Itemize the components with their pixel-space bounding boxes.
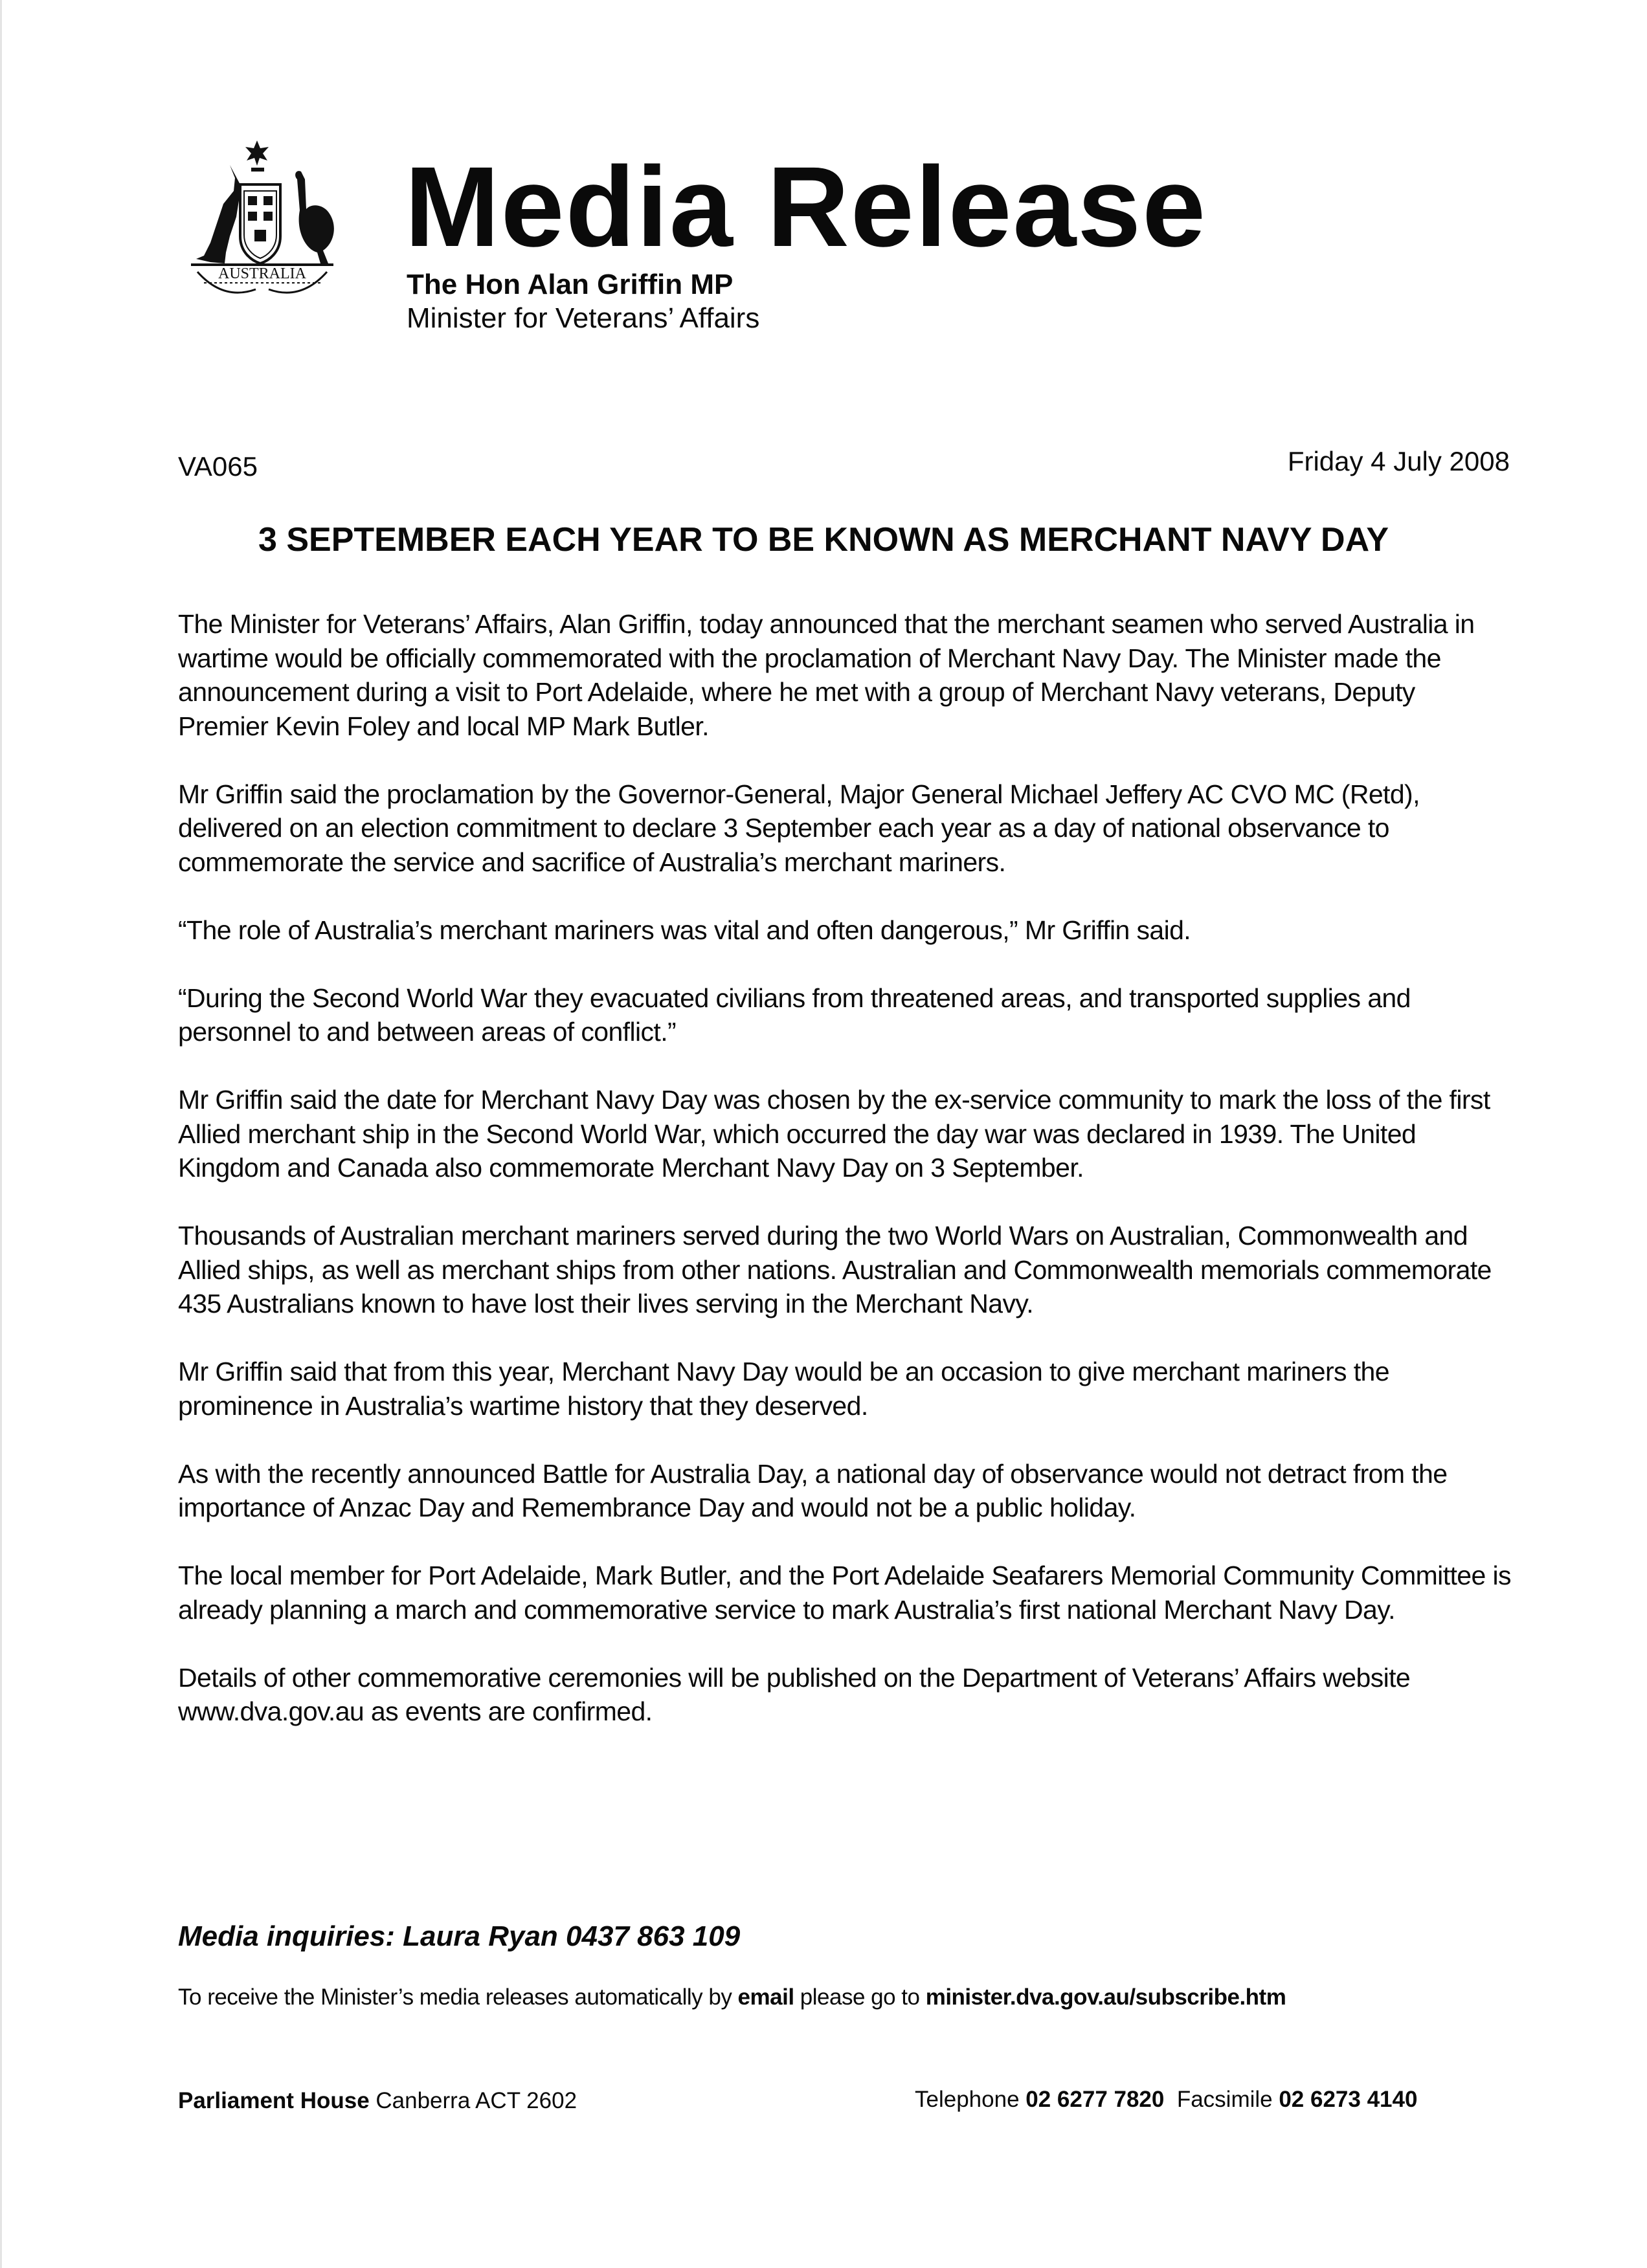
release-date: Friday 4 July 2008 [1287,446,1510,476]
footer-address [178,2089,577,2112]
subscribe-middle: please go to [794,1984,926,2010]
body-text [178,607,1512,1762]
address-bold: Parliament House [178,2088,370,2113]
subscribe-link[interactable]: minister.dva.gov.au/subscribe.htm [925,1984,1286,2010]
coat-of-arms-icon [185,139,392,301]
subscribe-notice [178,1986,1286,2008]
paragraph: “The role of Australia’s merchant mariners was vital and often dangerous,” Mr Griffin said. [178,915,1191,945]
headline: 3 SEPTEMBER EACH YEAR TO BE KNOWN AS MERCHANT NAVY DAY [258,521,1389,559]
page-title: Media Release [405,144,1207,271]
telephone-label: Telephone [915,2087,1026,2112]
subscribe-prefix: To receive the Minister’s media releases automatically by [178,1984,738,2010]
paragraph: The local member for Port Adelaide, Mark Butler, and the Port Adelaide Seafarers Memorial Community Committee is already planning a march and commemorative service to mark Australia’s first national Merchant Navy Day. [178,1561,1511,1625]
scan-edge [0,0,2,2268]
paragraph: The Minister for Veterans’ Affairs, Alan Griffin, today announced that the merchant seamen who served Australia in wartime would be officially commemorated with the proclamation of Merchant Navy Day. The Minister made the announcement during a visit to Port Adelaide, where he met with a group of Merchant Navy veterans, Deputy Premier Kevin Foley and local MP Mark Butler. [178,609,1475,741]
release-reference: VA065 [178,451,258,482]
paragraph: Thousands of Australian merchant mariners served during the two World Wars on Australian, Commonwealth and Allied ships, as well as merchant ships from other nations. Australian and Commonwealth memorials commemorate 435 Australians known to have lost their lives serving in the Merchant Navy. [178,1221,1492,1318]
footer-contact [915,2088,1417,2111]
paragraph: Details of other commemorative ceremonies will be published on the Department of Veterans’ Affairs website www.dva.gov.au as events are confirmed. [178,1662,1411,1726]
fax-label: Facsimile [1164,2087,1279,2112]
media-inquiries: Media inquiries: Laura Ryan 0437 863 109 [178,1920,741,1952]
telephone-number: 02 6277 7820 [1025,2087,1165,2112]
address-rest: Canberra ACT 2602 [369,2088,577,2113]
fax-number: 02 6273 4140 [1279,2087,1418,2112]
paragraph: “During the Second World War they evacuated civilians from threatened areas, and transported supplies and personnel to and between areas of conflict.” [178,983,1411,1047]
paragraph: Mr Griffin said the proclamation by the Governor-General, Major General Michael Jeffery AC CVO MC (Retd), delivered on an election commitment to declare 3 September each year as a day of national observance to commemorate the service and sacrifice of Australia’s merchant mariners. [178,779,1420,877]
emblem-label: AUSTRALIA [218,265,306,282]
subscribe-email-word: email [737,1984,794,2010]
paragraph: As with the recently announced Battle for Australia Day, a national day of observance would not detract from the importance of Anzac Day and Remembrance Day and would not be a public holiday. [178,1458,1448,1522]
paragraph: Mr Griffin said that from this year, Merchant Navy Day would be an occasion to give merchant mariners the prominence in Australia’s wartime history that they deserved. [178,1357,1389,1421]
minister-role: Minister for Veterans’ Affairs [407,302,760,334]
paragraph: Mr Griffin said the date for Merchant Navy Day was chosen by the ex-service community to mark the loss of the first Allied merchant ship in the Second World War, which occurred the day war was declared in 1939. The United Kingdom and Canada also commemorate Merchant Navy Day on 3 September. [178,1085,1490,1183]
minister-name: The Hon Alan Griffin MP [407,269,734,300]
